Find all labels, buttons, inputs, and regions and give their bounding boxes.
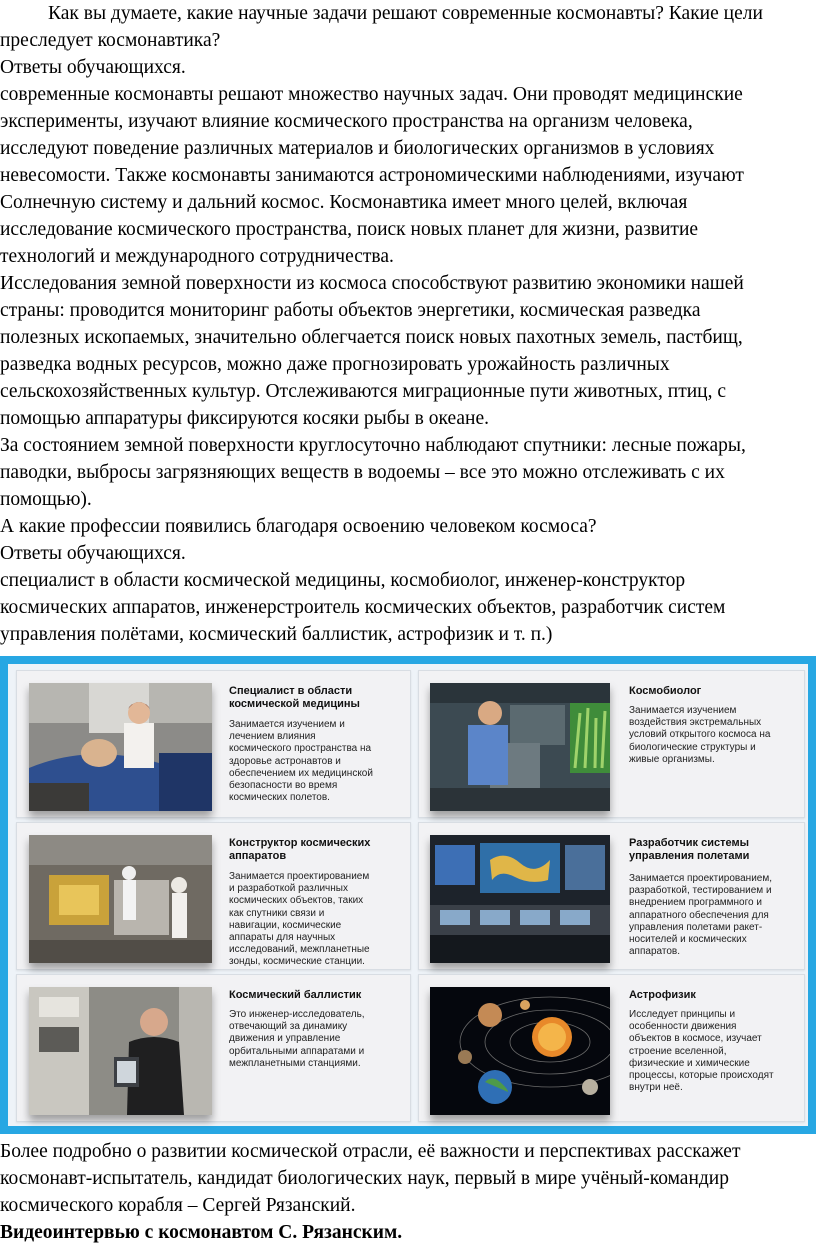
plant-lab-icon (430, 683, 610, 811)
card-desc-line: носителей и космических (629, 934, 747, 946)
profession-card-spacecraft-designer (16, 822, 411, 970)
card-description (629, 1009, 801, 1094)
card-desc-line: исследований, межпланетные (229, 944, 370, 956)
card-title (629, 685, 799, 698)
professions-question: А какие профессии появились благодаря освоению человеком космоса? (0, 516, 597, 537)
answers-label: Ответы обучающихся. (0, 543, 186, 564)
card-desc-line: аппаратного обеспечения для (629, 909, 769, 921)
research-line: помощью аппаратуры фиксируются косяки рыбы в океане. (0, 408, 489, 429)
card-desc-line: управления полетами ракет- (629, 921, 763, 933)
card-desc-line: Занимается изучением и (229, 719, 345, 730)
outro-line: космонавт-испытатель, кандидат биологических наук, первый в мире учёный-командир (0, 1168, 729, 1189)
research-line: разведка водных ресурсов, можно даже прогнозировать урожайность различных (0, 354, 670, 375)
card-title-line: управления полетами (629, 850, 750, 862)
video-link-title[interactable]: Видеоинтервью с космонавтом С. Рязанским. (0, 1222, 403, 1243)
card-desc-line: безопасности во время (229, 780, 338, 792)
card-title-line: Космический баллистик (229, 989, 362, 1001)
card-description (229, 871, 401, 969)
card-desc-line: внутри неё. (629, 1082, 683, 1094)
answer-line: Солнечную систему и дальний космос. Космонавтика имеет много целей, включая (0, 192, 688, 213)
card-desc-line: зонды, космические станции. (229, 956, 365, 968)
card-title-line: Конструктор космических (229, 837, 371, 849)
card-title (229, 989, 399, 1002)
research-line: сельскохозяйственных культур. Отслеживаются миграционные пути животных, птиц, с (0, 381, 727, 402)
satellite-line: За состоянием земной поверхности круглосуточно наблюдают спутники: лесные пожары, (0, 435, 746, 456)
card-desc-line: орбитальными аппаратами и (229, 1045, 365, 1057)
outro-line: космического корабля – Сергей Рязанский. (0, 1195, 356, 1216)
solar-system-icon (430, 987, 610, 1115)
profession-card-space-ballistics (16, 974, 411, 1122)
card-desc-line: живые организмы. (629, 753, 715, 765)
card-desc-line: Это инженер-исследователь, (229, 1009, 365, 1020)
card-desc-line: межпланетными станциями. (229, 1057, 361, 1069)
card-title (629, 837, 799, 863)
card-desc-line: лечением влияния (229, 731, 316, 743)
card-desc-line: процессы, которые происходят (629, 1070, 774, 1082)
card-title (229, 685, 399, 711)
research-line: Исследования земной поверхности из космоса способствуют развитию экономики нашей (0, 273, 744, 294)
card-desc-line: строение вселенной, (629, 1045, 727, 1057)
card-description (229, 719, 401, 804)
profession-card-astrophysicist (418, 974, 805, 1122)
card-title-line: аппаратов (229, 850, 287, 862)
spacecraft-assembly-icon (29, 835, 212, 963)
professions-infographic (0, 656, 816, 1134)
card-desc-line: аппараты для научных (229, 932, 336, 944)
card-desc-line: отвечающий за динамику (229, 1021, 348, 1033)
profession-card-cosmobiologist (418, 670, 805, 818)
card-desc-line: космических полетов. (229, 792, 330, 804)
card-desc-line: обеспечением их медицинской (229, 767, 373, 779)
card-title-line: космической медицины (229, 698, 360, 710)
card-desc-line: аппаратов. (629, 946, 680, 958)
station-crew-icon (29, 987, 212, 1115)
card-desc-line: и разработкой различных (229, 883, 348, 895)
profession-card-space-medicine (16, 670, 411, 818)
answer-line: исследуют поведение различных материалов и биологических организмов в условиях (0, 138, 715, 159)
card-desc-line: навигации, космические (229, 919, 342, 931)
card-desc-line: внедрением программного и (629, 897, 762, 909)
card-desc-line: физические и химические (629, 1057, 750, 1069)
answer-line: технологий и международного сотрудничества. (0, 246, 394, 267)
professions-line: специалист в области космической медицины, космобиолог, инженер-конструктор (0, 570, 686, 591)
professions-line: управления полётами, космический баллистик, астрофизик и т. п.) (0, 624, 553, 645)
research-line: страны: проводится мониторинг работы объектов энергетики, космическая разведка (0, 300, 701, 321)
document-footer (0, 1138, 816, 1246)
card-desc-line: Занимается проектированием, (629, 873, 772, 884)
card-description (629, 873, 801, 958)
satellite-line: помощью). (0, 489, 92, 510)
card-desc-line: биологические структуры и (629, 741, 756, 753)
infographic-panel (8, 664, 808, 1126)
answers-label: Ответы обучающихся. (0, 57, 186, 78)
card-description (229, 1009, 401, 1070)
professions-line: космических аппаратов, инженерстроитель космических объектов, разработчик систем (0, 597, 726, 618)
card-desc-line: Занимается изучением (629, 705, 737, 716)
answer-line: эксперименты, изучают влияние космического пространства на организм человека, (0, 111, 693, 132)
card-desc-line: условий открытого космоса на (629, 729, 771, 741)
research-line: полезных ископаемых, значительно облегчается поиск новых пахотных земель, пастбищ, (0, 327, 743, 348)
medical-scene-icon (29, 683, 212, 811)
question-paragraph-cont: преследует космонавтика? (0, 30, 221, 51)
card-title-line: Астрофизик (629, 989, 696, 1001)
card-desc-line: Исследует принципы и (629, 1009, 736, 1020)
card-description (629, 705, 801, 766)
card-desc-line: космических объектов, таких (229, 895, 364, 907)
card-title (629, 989, 799, 1002)
card-desc-line: как спутники связи и (229, 907, 325, 919)
card-desc-line: движения и управление (229, 1033, 341, 1045)
outro-line: Более подробно о развитии космической отрасли, её важности и перспективах расскажет (0, 1141, 741, 1162)
mission-control-icon (430, 835, 610, 963)
question-paragraph: Как вы думаете, какие научные задачи решают современные космонавты? Какие цели (48, 3, 763, 24)
answer-line: исследование космического пространства, поиск новых планет для жизни, развитие (0, 219, 699, 240)
answer-line: современные космонавты решают множество научных задач. Они проводят медицинские (0, 84, 743, 105)
card-desc-line: здоровье астронавтов и (229, 755, 341, 767)
card-desc-line: Занимается проектированием (229, 871, 370, 882)
card-title-line: Космобиолог (629, 685, 702, 697)
card-desc-line: особенности движения (629, 1021, 737, 1033)
profession-card-flight-control-developer (418, 822, 805, 970)
card-desc-line: разработкой, тестированием и (629, 885, 772, 897)
card-title-line: Разработчик системы (629, 837, 749, 849)
card-desc-line: космического пространства на (229, 743, 372, 755)
satellite-line: паводки, выбросы загрязняющих веществ в водоемы – все это можно отслеживать с их (0, 462, 725, 483)
card-desc-line: воздействия экстремальных (629, 717, 762, 729)
card-title (229, 837, 399, 863)
card-desc-line: объектов в космосе, изучает (629, 1033, 762, 1045)
card-title-line: Специалист в области (229, 685, 353, 697)
answer-line: невесомости. Также космонавты занимаются астрономическими наблюдениями, изучают (0, 165, 744, 186)
